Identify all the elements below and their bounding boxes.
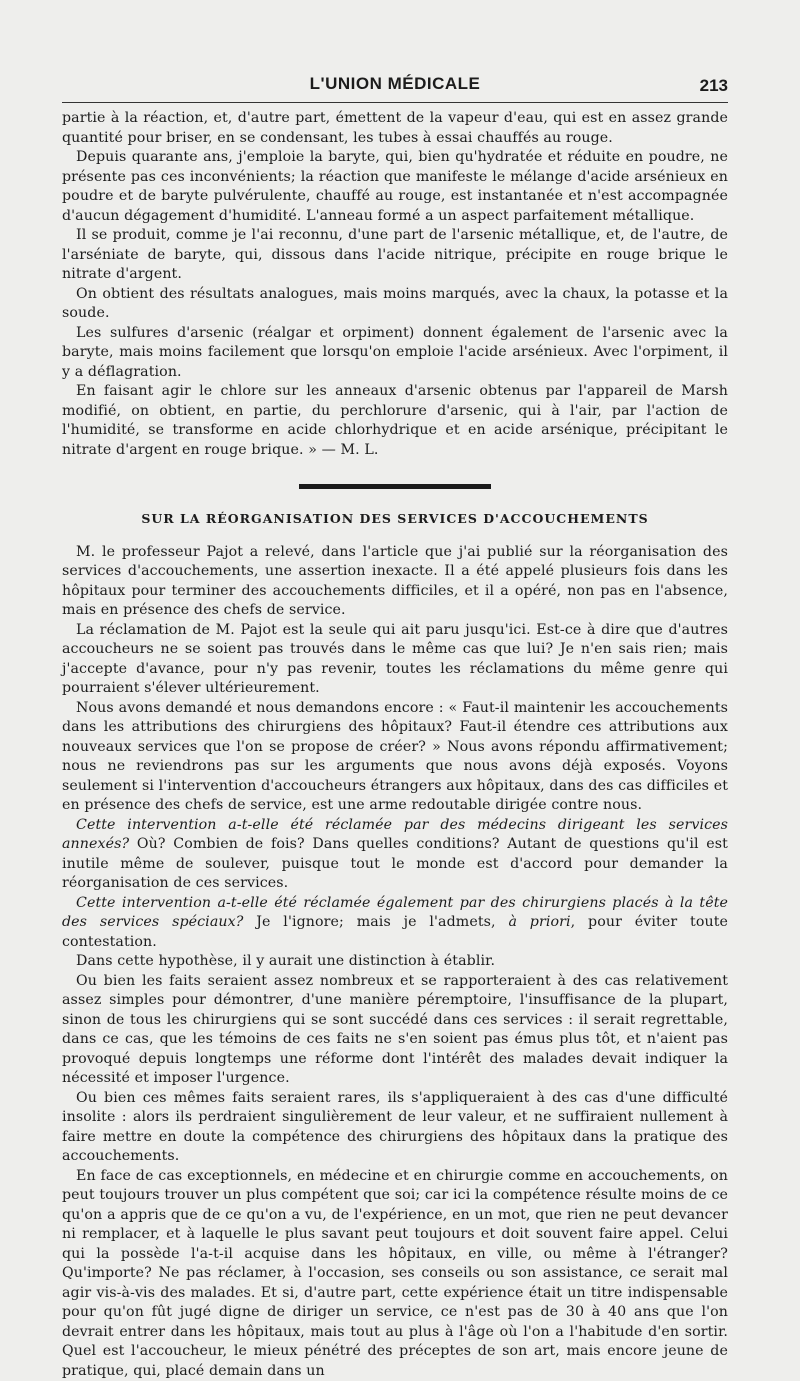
paragraph: Ou bien les faits seraient assez nombreux et se rapporteraient à des cas relativement assez simples pour démontrer, d'une manière péremptoire, l'insuffisance de la plupart, sinon de tous les chirurgiens qui se sont succédé dans ces services : il serait regrettable, dans ce cas, que les témoins de ces faits ne s'en soient pas émus plus tôt, et n'aient pas provoqué depuis longtemps une réforme dont l'intérêt des malades devait indiquer la nécessité et imposer l'urgence.: [62, 972, 728, 1089]
paragraph: Dans cette hypothèse, il y aurait une distinction à établir.: [62, 952, 728, 972]
section-separator: [299, 484, 491, 489]
paragraph: La réclamation de M. Pajot est la seule qui ait paru jusqu'ici. Est-ce à dire que d'autres accoucheurs ne se soient pas trouvés dans le même cas que lui? Je n'en sais rien; mais j'accepte d'avance, pour n'y pas revenir, toutes les réclamations du même genre qui pourraient s'élever ultérieurement.: [62, 621, 728, 699]
paragraph: Il se produit, comme je l'ai reconnu, d'une part de l'arsenic métallique, et, de l'autre, de l'arséniate de baryte, qui, dissous dans l'acide nitrique, précipite en rouge brique le nitrate d'argent.: [62, 226, 728, 285]
article-body: [62, 109, 728, 1381]
page-number: 213: [700, 76, 728, 96]
paragraph-text: Où? Combien de fois? Dans quelles conditions? Autant de questions qu'il est inutile même de soulever, puisque tout le monde est d'accord pour demander la réorganisation de ces services.: [62, 836, 728, 891]
paragraph: M. le professeur Pajot a relevé, dans l'article que j'ai publié sur la réorganisation des services d'accouchements, une assertion inexacte. Il a été appelé plusieurs fois dans les hôpitaux pour terminer des accouchements difficiles, et il a opéré, non pas en l'absence, mais en présence des chefs de service.: [62, 543, 728, 621]
paragraph: En face de cas exceptionnels, en médecine et en chirurgie comme en accouchements, on peut toujours trouver un plus compétent que soi; car ici la compétence résulte moins de ce qu'on a appris que de ce qu'on a vu, de l'expérience, en un mot, que rien ne peut devancer ni remplacer, et à laquelle le plus savant peut toujours et doit souvent faire appel. Celui qui la possède l'a-t-il acquise dans les hôpitaux, en ville, ou même à l'étranger? Qu'importe? Ne pas réclamer, à l'occasion, ses conseils ou son assistance, ce serait mal agir vis-à-vis des malades. Et si, d'autre part, cette expérience était un titre indispensable pour qu'on fût jugé digne de diriger un service, ce n'est pas de 30 à 40 ans que l'on devrait entrer dans les hôpitaux, mais tout au plus à l'âge où l'on a l'habitude d'en sortir. Quel est l'accoucheur, le mieux pénétré des préceptes de son art, mais encore jeune de pratique, qui, placé demain dans un: [62, 1167, 728, 1381]
paragraph: [62, 816, 728, 894]
paragraph-text: Je l'ignore; mais je l'admets,: [243, 914, 508, 930]
italic-phrase: à priori: [508, 914, 570, 930]
paragraph: [62, 382, 728, 460]
paragraph: Depuis quarante ans, j'emploie la baryte, qui, bien qu'hydratée et réduite en poudre, ne présente pas ces inconvénients; la réaction que manifeste le mélange d'acide arsénieux en poudre et de baryte pulvérulente, chauffé au rouge, est instantanée et n'est accompagnée d'aucun dégagement d'humidité. L'anneau formé a un aspect parfaitement métallique.: [62, 148, 728, 226]
signature: — M. L.: [317, 442, 379, 458]
italic-question: Cette intervention a-t-elle été réclamée également par des chirurgiens placés à la tête des services spéciaux?: [62, 895, 728, 931]
italic-question: Cette intervention a-t-elle été réclamée par des médecins dirigeant les services annexés?: [62, 817, 728, 853]
paragraph: Les sulfures d'arsenic (réalgar et orpiment) donnent également de l'arsenic avec la baryte, mais moins facilement que lorsqu'on emploie l'acide arsénieux. Avec l'orpiment, il y a déflagration.: [62, 324, 728, 383]
paragraph-text: En faisant agir le chlore sur les anneaux d'arsenic obtenus par l'appareil de Marsh modifié, on obtient, en partie, du perchlorure d'arsenic, qui à l'air, par l'action de l'humidité, se transforme en acide chlorhydrique et en acide arsénique, précipitant le nitrate d'argent en rouge brique. »: [62, 383, 728, 458]
paragraph: partie à la réaction, et, d'autre part, émettent de la vapeur d'eau, qui est en assez grande quantité pour briser, en se condensant, les tubes à essai chauffés au rouge.: [62, 109, 728, 148]
paragraph: [62, 894, 728, 953]
running-title: L'UNION MÉDICALE: [62, 74, 728, 94]
page-header: [62, 68, 728, 102]
paragraph: Ou bien ces mêmes faits seraient rares, ils s'appliqueraient à des cas d'une difficulté insolite : alors ils perdraient singulièrement de leur valeur, et ne suffiraient nullement à faire mettre en doute la compétence des chirurgiens des hôpitaux dans la pratique des accouchements.: [62, 1089, 728, 1167]
section-title: SUR LA RÉORGANISATION DES SERVICES D'ACCOUCHEMENTS: [62, 509, 728, 529]
paragraph: On obtient des résultats analogues, mais moins marqués, avec la chaux, la potasse et la soude.: [62, 285, 728, 324]
paragraph-text: , pour éviter toute contestation.: [62, 914, 728, 950]
header-rule: [62, 102, 728, 103]
paragraph: Nous avons demandé et nous demandons encore : « Faut-il maintenir les accouchements dans les attributions des chirurgiens des hôpitaux? Faut-il étendre ces attributions aux nouveaux services que l'on se propose de créer? » Nous avons répondu affirmativement; nous ne reviendrons pas sur les arguments que nous avons déjà exposés. Voyons seulement si l'intervention d'accoucheurs étrangers aux hôpitaux, dans des cas difficiles et en présence des chefs de service, est une arme redoutable dirigée contre nous.: [62, 699, 728, 816]
